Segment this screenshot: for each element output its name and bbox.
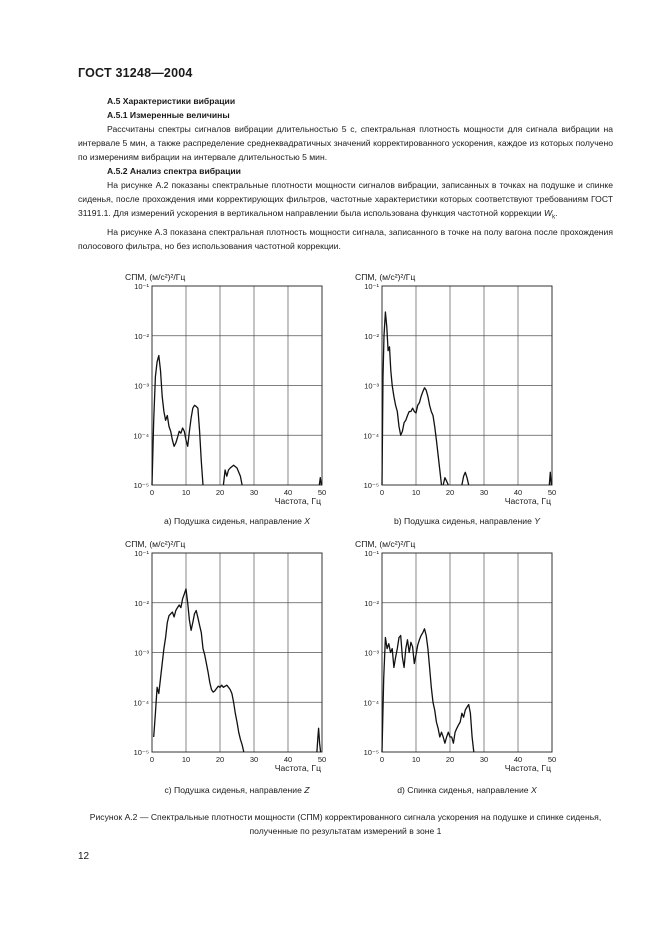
y-tick-label: 10⁻² (134, 331, 149, 341)
y-tick-label: 10⁻³ (364, 648, 379, 658)
wk-symbol (544, 208, 558, 221)
y-tick-label: 10⁻¹ (364, 549, 379, 558)
wk-subscript: k (552, 214, 556, 221)
y-tick-label: 10⁻⁴ (133, 698, 149, 708)
y-axis-label: СПМ, (м/с²)²/Гц (125, 539, 186, 549)
y-tick-label: 10⁻² (134, 598, 149, 608)
chart-svg (112, 266, 332, 506)
subsection-2-text-1 (78, 178, 613, 225)
x-tick-label: 20 (445, 488, 455, 497)
x-axis-label: Частота, Гц (504, 496, 551, 506)
y-axis-label: СПМ, (м/с²)²/Гц (355, 539, 416, 549)
x-tick-label: 20 (215, 755, 225, 764)
y-tick-label: 10⁻⁴ (363, 431, 379, 441)
x-axis-label: Частота, Гц (274, 496, 321, 506)
y-tick-label: 10⁻³ (134, 381, 149, 391)
y-tick-label: 10⁻⁴ (133, 431, 149, 441)
x-tick-label: 40 (513, 488, 523, 497)
y-tick-label: 10⁻³ (364, 381, 379, 391)
page-number: 12 (78, 851, 90, 862)
x-tick-label: 0 (379, 488, 385, 497)
x-tick-label: 50 (547, 755, 557, 764)
x-tick-label: 10 (181, 755, 191, 764)
x-tick-label: 30 (249, 755, 259, 764)
x-tick-label: 10 (411, 755, 421, 764)
y-tick-label: 10⁻¹ (364, 282, 379, 291)
y-tick-label: 10⁻⁴ (363, 698, 379, 708)
subsection-1-heading: А.5.1 Измеренные величины (107, 110, 230, 120)
chart-cushion-z (112, 533, 332, 773)
subsection-2-text-1-body: На рисунке А.2 показаны спектральные плотности мощности сигналов вибрации, записанных в точках на подушке и спинке сиденья, после прохождения ими корректирующих фильтров, частотные характеристики которых соответствуют требованиям ГОСТ 31191.1. Для измерений ускорения в вертикальном направлении была использована функция частотной коррекции (78, 180, 613, 218)
x-tick-label: 30 (249, 488, 259, 497)
spectrum-line (443, 478, 448, 485)
chart-caption-c (112, 785, 362, 795)
wk-letter: W (544, 208, 553, 218)
x-tick-label: 0 (149, 488, 155, 497)
spectrum-line (462, 472, 469, 485)
x-tick-label: 20 (215, 488, 225, 497)
y-tick-label: 10⁻¹ (134, 549, 149, 558)
caption-a-axis: X (304, 516, 310, 526)
x-tick-label: 50 (547, 488, 557, 497)
chart-svg (342, 266, 562, 506)
y-tick-label: 10⁻⁵ (363, 748, 379, 757)
spectrum-line (382, 629, 474, 752)
caption-b-prefix: b) Подушка сиденья, направление (393, 516, 535, 526)
document-header: ГОСТ 31248—2004 (78, 66, 193, 80)
x-tick-label: 30 (479, 755, 489, 764)
section-body (78, 94, 613, 253)
chart-cushion-y (342, 266, 562, 506)
y-tick-label: 10⁻³ (134, 648, 149, 658)
y-tick-label: 10⁻⁵ (133, 748, 149, 757)
chart-caption-b (342, 516, 592, 526)
subsection-2-heading: А.5.2 Анализ спектра вибрации (107, 166, 241, 176)
caption-d-axis: X (530, 785, 537, 795)
x-tick-label: 20 (445, 755, 455, 764)
spectrum-line (223, 465, 242, 485)
figure-caption: Рисунок А.2 — Спектральные плотности мощности (СПМ) корректированного сигнала ускорения на подушке и спинке сиденья, полученные по результатам измерений в зоне 1 (89, 812, 602, 836)
spectrum-line (154, 589, 244, 752)
x-axis-label: Частота, Гц (274, 763, 321, 773)
x-tick-label: 40 (513, 755, 523, 764)
y-axis-label: СПМ, (м/с²)²/Гц (355, 272, 416, 282)
caption-c-prefix: с) Подушка сиденья, направление (164, 785, 305, 795)
spectrum-line (549, 472, 551, 485)
y-tick-label: 10⁻⁵ (133, 481, 149, 490)
x-tick-label: 50 (317, 488, 327, 497)
y-axis-label: СПМ, (м/с²)²/Гц (125, 272, 186, 282)
x-tick-label: 10 (411, 488, 421, 497)
subsection-2-text-1-end: . (555, 208, 558, 218)
caption-d-prefix: d) Спинка сиденья, направление (397, 785, 531, 795)
y-tick-label: 10⁻¹ (134, 282, 149, 291)
chart-svg (342, 533, 562, 773)
spectrum-line (152, 356, 203, 486)
chart-caption-a (112, 516, 362, 526)
subsection-2-text-2: На рисунке А.3 показана спектральная плотность мощности сигнала, записанного в точке на полу вагона после прохождения полосового фильтра, но без использования частотной коррекции. (78, 226, 613, 251)
section-heading: А.5 Характеристики вибрации (107, 96, 236, 106)
spectrum-line (317, 728, 321, 752)
y-tick-label: 10⁻⁵ (363, 481, 379, 490)
x-tick-label: 30 (479, 488, 489, 497)
spectrum-line (382, 312, 442, 485)
subsection-1-text: Рассчитаны спектры сигналов вибрации длительностью 5 с, спектральная плотность мощности для сигнала вибрации на интервале 5 мин, а также распределение среднеквадратичных значений корректированного ускорения, каждое из которых получено по измерениям вибрации на интервале длительностью 5 мин. (78, 124, 613, 162)
chart-backrest-x (342, 533, 562, 773)
x-tick-label: 50 (317, 755, 327, 764)
y-tick-label: 10⁻² (364, 598, 379, 608)
chart-caption-d (342, 785, 592, 795)
chart-svg (112, 533, 332, 773)
caption-b-axis: Y (534, 516, 540, 526)
x-tick-label: 0 (379, 755, 385, 764)
spectrum-line (319, 478, 321, 485)
caption-a-prefix: а) Подушка сиденья, направление (163, 516, 305, 526)
x-tick-label: 40 (283, 755, 293, 764)
chart-cushion-x (112, 266, 332, 506)
x-tick-label: 0 (149, 755, 155, 764)
x-axis-label: Частота, Гц (504, 763, 551, 773)
x-tick-label: 40 (283, 488, 293, 497)
caption-c-axis: Z (304, 785, 310, 795)
x-tick-label: 10 (181, 488, 191, 497)
y-tick-label: 10⁻² (364, 331, 379, 341)
